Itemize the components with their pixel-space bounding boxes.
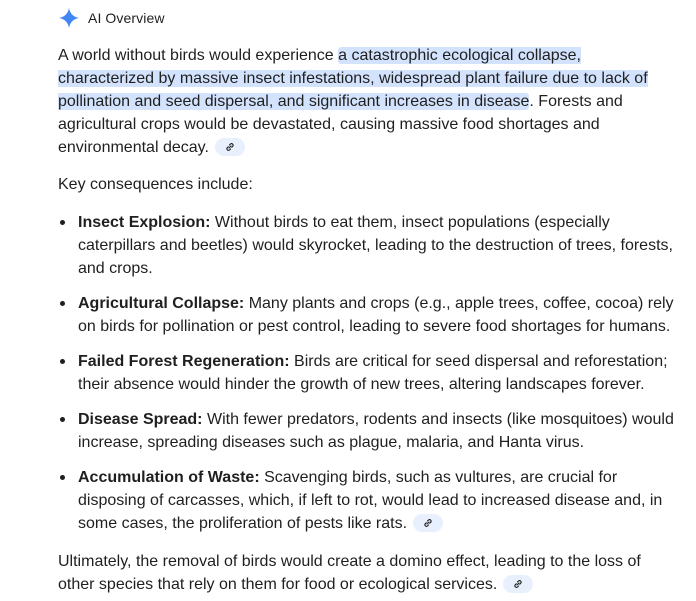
outro-paragraph — [58, 550, 674, 596]
list-item — [58, 350, 674, 396]
intro-paragraph — [58, 44, 674, 159]
source-link-button[interactable] — [215, 138, 245, 156]
ai-overview-title: AI Overview — [88, 10, 165, 26]
overview-content — [58, 44, 674, 596]
intro-tail: . Forests and agricultural crops would be devastated, causing massive food shortages and environmental decay. — [58, 93, 623, 156]
list-item-text: With fewer predators, rodents and insects (like mosquitoes) would increase, spreading diseases such as plague, malaria, and Hanta virus. — [78, 411, 674, 451]
list-item-term: Failed Forest Regeneration: — [78, 353, 290, 370]
source-link-button[interactable] — [413, 514, 443, 532]
link-icon — [512, 578, 524, 590]
list-item — [58, 466, 674, 535]
consequences-list — [58, 211, 674, 535]
ai-overview-header — [58, 7, 165, 29]
link-icon — [422, 517, 434, 529]
consequences-label: Key consequences include: — [58, 176, 253, 193]
sparkle-icon — [58, 7, 80, 29]
link-icon — [224, 141, 236, 153]
intro-lead: A world without birds would experience — [58, 47, 339, 64]
list-item-term: Disease Spread: — [78, 411, 203, 428]
list-item-term: Agricultural Collapse: — [78, 295, 245, 312]
intro-highlight: a catastrophic ecological collapse, characterized by massive insect infestations, widespread plant failure due to lack of pollination and seed dispersal, and significant increases in disease — [58, 47, 648, 110]
list-item — [58, 408, 674, 454]
list-item-term: Insect Explosion: — [78, 214, 211, 231]
source-link-button[interactable] — [503, 575, 533, 593]
list-item-term: Accumulation of Waste: — [78, 469, 260, 486]
list-item — [58, 292, 674, 338]
list-item-text: Scavenging birds, such as vultures, are crucial for disposing of carcasses, which, if left to rot, would lead to increased disease and, in some cases, the proliferation of pests like rats. — [78, 469, 663, 532]
list-item — [58, 211, 674, 280]
outro-text: Ultimately, the removal of birds would create a domino effect, leading to the loss of other species that rely on them for food or ecological services. — [58, 553, 641, 593]
list-item-text: Without birds to eat them, insect populations (especially caterpillars and beetles) would skyrocket, leading to the destruction of trees, forests, and crops. — [78, 214, 673, 277]
list-item-text: Birds are critical for seed dispersal and reforestation; their absence would hinder the growth of new trees, altering landscapes forever. — [78, 353, 668, 393]
list-item-text: Many plants and crops (e.g., apple trees, coffee, cocoa) rely on birds for pollination or pest control, leading to severe food shortages for humans. — [78, 295, 674, 335]
